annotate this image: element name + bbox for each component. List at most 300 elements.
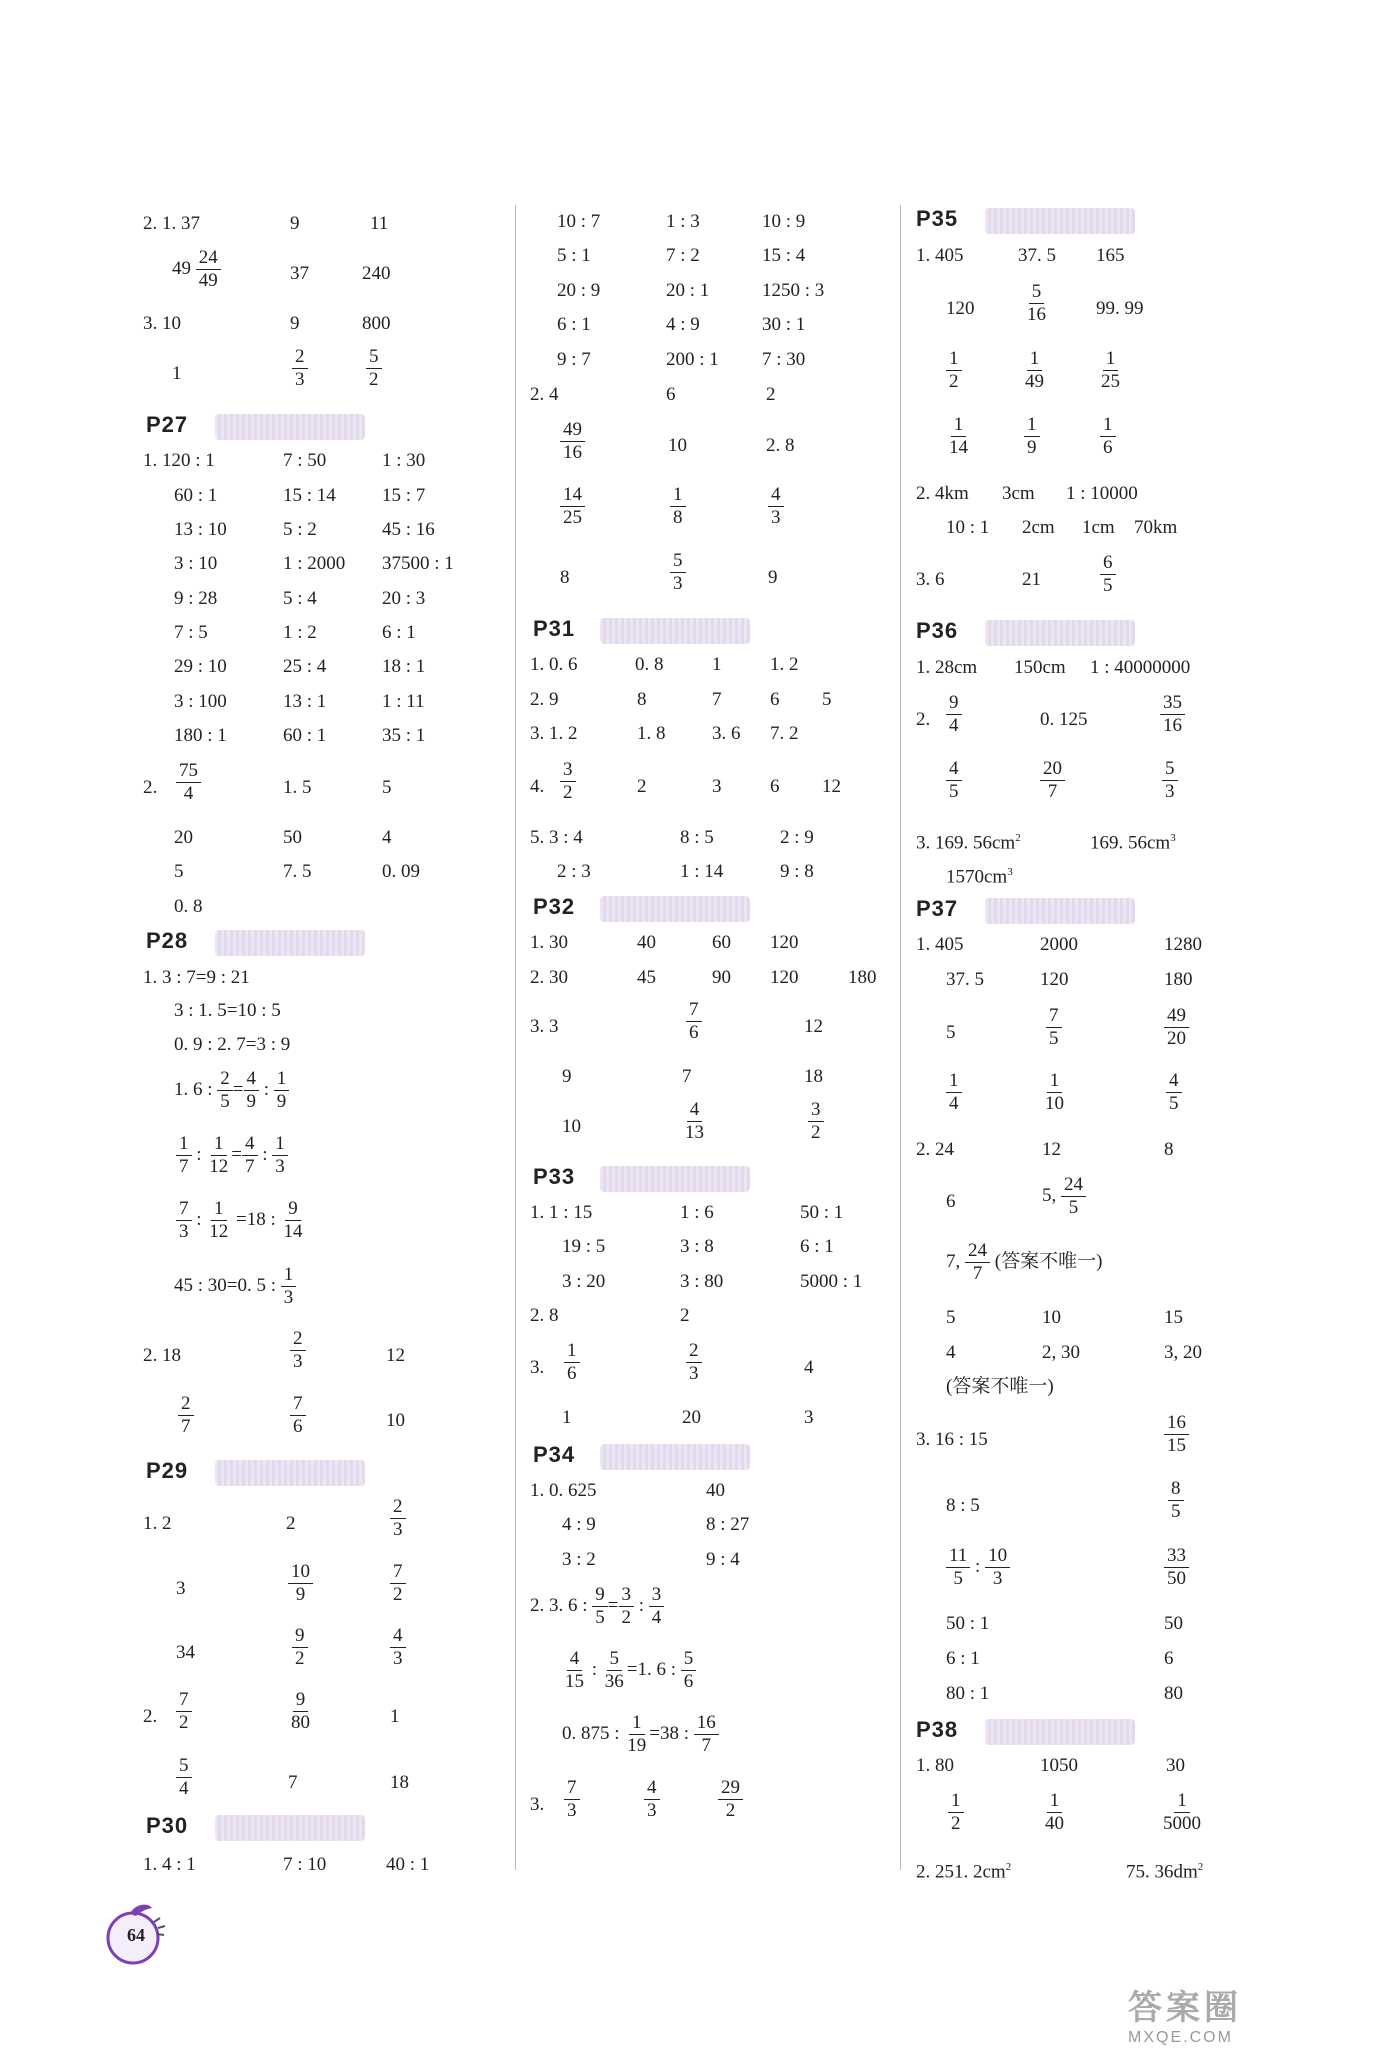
answer-value: 6 : 1 [382, 622, 416, 643]
answer-value: 1. 3 : 7=9 : 21 [143, 967, 250, 988]
answer-value: 1050 [1040, 1755, 1078, 1776]
answer-value: 9 : 4 [706, 1549, 740, 1570]
fraction: $\frac{5}{3}$ [670, 550, 686, 595]
answer-value: 45 [637, 967, 656, 988]
section-header-band [215, 414, 365, 440]
section-header-p34: P34 [533, 1442, 576, 1467]
answer-value: 1250 : 3 [762, 280, 825, 301]
fraction: $\frac{11}{5}$ [946, 1545, 970, 1590]
answer-value: 1 : 14 [680, 861, 724, 882]
answer-value: 1 : 2000 [283, 553, 346, 574]
answer-line [290, 1328, 306, 1373]
answer-value: 3 : 80 [680, 1271, 724, 1292]
answer-value: 3cm [1002, 483, 1035, 504]
answer-value: 3 : 100 [174, 691, 227, 712]
answer-value: 800 [362, 313, 391, 334]
fraction: $\frac{1}{14}$ [949, 414, 968, 458]
answer-value: 1. 4 : 1 [143, 1854, 196, 1875]
answer-value: 10 : 1 [946, 517, 990, 538]
fraction: $\frac{1}{3}$ [272, 1133, 288, 1178]
answer-value: 8 [637, 689, 647, 710]
proportion-line: $\frac{11}{5}$ : $\frac{10}{3}$ [946, 1545, 1010, 1590]
fraction: $\frac{3}{2}$ [808, 1099, 824, 1144]
answer-line [682, 1099, 707, 1144]
answer-value: 37 [290, 263, 309, 284]
answer-value: 5 [382, 777, 392, 798]
column-divider-1 [515, 205, 516, 1870]
answer-value: 6 [666, 384, 676, 405]
answer-line [366, 346, 382, 391]
fraction: $\frac{14}{25}$ [560, 484, 585, 529]
answer-value: 4 [946, 1342, 956, 1363]
answer-value: 10 [386, 1410, 405, 1431]
answer-value: 10 [668, 435, 687, 456]
answer-value: 2 : 9 [780, 827, 814, 848]
answer-value: 9 [290, 213, 300, 234]
answer-value: 7 [682, 1066, 692, 1087]
fraction: $\frac{16}{7}$ [694, 1712, 719, 1757]
answer-line [1162, 758, 1178, 803]
answer-value: 45 : 16 [382, 519, 435, 540]
answer-value: 3. 6 [712, 723, 741, 744]
answer-value: 2. 18 [143, 1345, 181, 1366]
answer-value: 1. 1 : 15 [530, 1202, 593, 1223]
answer-value: 60 : 1 [283, 725, 327, 746]
fraction: $\frac{5}{3}$ [1162, 758, 1178, 803]
watermark-site: MXQE.COM [1128, 2029, 1233, 2046]
answer-value: 5 [822, 689, 832, 710]
answer-value: 2 [286, 1513, 296, 1534]
section-header-band [600, 1444, 750, 1470]
answer-value: 9 : 7 [557, 349, 591, 370]
answer-value: 3 : 10 [174, 553, 218, 574]
answer-value: 10 [562, 1116, 581, 1137]
section-header-band [985, 1719, 1135, 1745]
section-header-band [215, 1460, 365, 1486]
answer-value: 1 : 10000 [1066, 483, 1138, 504]
fraction: $\frac{7}{6}$ [686, 999, 702, 1044]
answer-value: 1. 405 [916, 245, 964, 266]
answer-line [1098, 348, 1123, 393]
answer-value: 9 [768, 567, 778, 588]
answer-value: 6 [770, 776, 780, 797]
watermark [1128, 1980, 1348, 2046]
proportion-line: 0. 875 : $\frac{1}{19}$ =38 : $\frac{16}{7}$ [562, 1712, 719, 1757]
fraction: $\frac{1}{49}$ [1025, 348, 1044, 392]
answer-value: 9 [290, 313, 300, 334]
answer-line [718, 1777, 743, 1822]
fraction: $\frac{9}{80}$ [291, 1689, 310, 1733]
answer-value: 120 [770, 967, 799, 988]
answer-value: 7 : 10 [283, 1854, 327, 1875]
answer-value: 6 : 1 [946, 1648, 980, 1669]
answer-value: 1. 0. 6 [530, 654, 578, 675]
answer-value: 1. 80 [916, 1755, 954, 1776]
answer-value: 75. $36dm^2$ [1126, 1861, 1204, 1883]
fraction: $\frac{4}{15}$ [565, 1648, 584, 1692]
answer-value: 12 [1042, 1139, 1061, 1160]
answer-value: 1 [562, 1407, 572, 1428]
answer-value: 120 [946, 298, 975, 319]
answer-value: (答案不唯一) [946, 1376, 1054, 1397]
fraction: $\frac{9}{2}$ [292, 1625, 308, 1670]
fraction: $\frac{9}{4}$ [946, 692, 962, 737]
answer-value: 7. 2 [770, 723, 799, 744]
answer-value: 3. 16 : 15 [916, 1429, 988, 1450]
fraction: $\frac{6}{5}$ [1100, 552, 1116, 597]
answer-value: 7 [712, 689, 722, 710]
answer-value: 5 [946, 1022, 956, 1043]
section-header-p37: P37 [916, 896, 959, 921]
fraction: $\frac{1}{9}$ [1024, 414, 1040, 459]
fraction: $\frac{4}{3}$ [768, 484, 784, 529]
answer-value: 120 [1040, 969, 1069, 990]
answer-value: 3 : 20 [562, 1271, 606, 1292]
answer-value: 5 [946, 1307, 956, 1328]
answer-value: 3. [530, 1357, 545, 1378]
section-header-p29: P29 [146, 1458, 189, 1483]
answer-value: 2 [637, 776, 647, 797]
answer-line: 3. 10 [143, 313, 181, 334]
fraction: $\frac{16}{15}$ [1164, 1412, 1189, 1457]
answer-value: 9 [562, 1066, 572, 1087]
answer-value: 20 : 3 [382, 588, 426, 609]
section-header-p38: P38 [916, 1717, 959, 1742]
fraction: $\frac{7}{5}$ [1046, 1005, 1062, 1050]
answer-line [808, 1099, 824, 1144]
answer-line [292, 1625, 308, 1670]
answer-value: 50 [283, 827, 302, 848]
answer-line [644, 1777, 660, 1822]
answer-line [946, 1070, 962, 1115]
fraction: $\frac{24}{7}$ [965, 1240, 990, 1285]
answer-line [176, 760, 201, 805]
answer-value: 1cm [1082, 517, 1115, 538]
proportion-line: $\frac{4}{15}$ : $\frac{5}{36}$ =1. 6 : $\frac{5}{6}$ [562, 1648, 696, 1693]
fraction: $\frac{1}{4}$ [946, 1070, 962, 1115]
section-header-p28: P28 [146, 928, 189, 953]
answer-value: 180 : 1 [174, 725, 227, 746]
answer-line [686, 999, 702, 1044]
fraction: $\frac{5}{6}$ [681, 1648, 697, 1693]
answer-value: 180 [848, 967, 877, 988]
answer-value: 50 : 1 [946, 1613, 990, 1634]
answer-value: 20 [682, 1407, 701, 1428]
fraction: $\frac{33}{50}$ [1164, 1545, 1189, 1590]
answer-line [670, 484, 686, 529]
answer-value: 5 [174, 861, 184, 882]
section-header-band [985, 620, 1135, 646]
answer-line [288, 1561, 313, 1606]
answer-value: 3. [530, 1794, 545, 1815]
answer-value: 15 : 14 [283, 485, 336, 506]
answer-value: 120 [770, 932, 799, 953]
section-header-band [215, 930, 365, 956]
answer-value: 4 : 9 [562, 1514, 596, 1535]
answer-value: 30 [1166, 1755, 1185, 1776]
answer-value: 18 : 1 [382, 656, 426, 677]
answer-value: 1280 [1164, 934, 1202, 955]
answer-value: 2 : 3 [557, 861, 591, 882]
answer-value: 2. 8 [766, 435, 795, 456]
fraction: $\frac{1}{40}$ [1045, 1790, 1064, 1834]
answer-line [1164, 1545, 1189, 1590]
answer-value: 21 [1022, 569, 1041, 590]
answer-value: 0. 125 [1040, 709, 1088, 730]
fraction: $\frac{2}{3}$ [292, 346, 308, 391]
answer-value: 0. 09 [382, 861, 420, 882]
fraction: $\frac{1}{6}$ [1100, 414, 1116, 459]
answer-value: 2 [680, 1305, 690, 1326]
fraction: $\frac{1}{7}$ [176, 1133, 192, 1178]
answer-value: 35 : 1 [382, 725, 426, 746]
answer-value: 37500 : 1 [382, 553, 454, 574]
answer-value: 1. 2 [770, 654, 799, 675]
answer-value: 10 [1042, 1307, 1061, 1328]
answer-value: 2. [143, 1706, 158, 1727]
answer-value: 5 : 1 [557, 245, 591, 266]
answer-value: 15 : 7 [382, 485, 426, 506]
fraction: $\frac{1}{25}$ [1101, 348, 1120, 392]
answer-value: 1. 2 [143, 1513, 172, 1534]
answer-line [1042, 1070, 1067, 1115]
fraction: $\frac{8}{5}$ [1168, 1478, 1184, 1523]
answer-value: 50 [1164, 1613, 1183, 1634]
answer-value: 80 : 1 [946, 1683, 990, 1704]
answer-value: 90 [712, 967, 731, 988]
answer-value: 3, 20 [1164, 1342, 1202, 1363]
fraction: $\frac{7}{3}$ [176, 1198, 192, 1243]
fraction: $\frac{49}{16}$ [560, 419, 585, 464]
fraction: $\frac{5}{16}$ [1027, 281, 1046, 325]
answer-value: 169. $56cm^3$ [1090, 832, 1176, 854]
answer-line [1022, 348, 1047, 393]
fraction: $\frac{24}{5}$ [1061, 1174, 1086, 1219]
answer-line: 49 $\frac{24}{49}$ [172, 247, 221, 292]
fraction: $\frac{5}{4}$ [176, 1755, 192, 1800]
fraction: $\frac{1}{12}$ [209, 1198, 229, 1242]
answer-value: 20 : 9 [557, 280, 601, 301]
answer-value: 18 [390, 1772, 409, 1793]
answer-value: 5 : 4 [283, 588, 317, 609]
answer-value: 6 [946, 1191, 956, 1212]
answer-value: 70km [1134, 517, 1178, 538]
answer-line [1168, 1478, 1184, 1523]
answer-line [390, 1496, 406, 1541]
answer-line [1046, 1005, 1062, 1050]
section-header-band [985, 898, 1135, 924]
answer-value: 19 : 5 [562, 1236, 606, 1257]
answer-value: 5 : 2 [283, 519, 317, 540]
answer-line [1164, 1412, 1189, 1457]
answer-value: 6 [770, 689, 780, 710]
fraction: $\frac{1}{2}$ [948, 1790, 964, 1835]
fraction: $\frac{2}{3}$ [290, 1328, 306, 1373]
answer-line: 7, $\frac{24}{7}$ (答案不唯一) [946, 1240, 1103, 1284]
answer-line [290, 1393, 306, 1438]
fraction: $\frac{7}{6}$ [290, 1393, 306, 1438]
answer-value: 5. 3 : 4 [530, 827, 583, 848]
fraction: $\frac{1}{9}$ [274, 1068, 290, 1113]
proportion-line: $\frac{7}{3}$ : $\frac{1}{12}$ =18 : $\frac{9}{14}$ [176, 1198, 306, 1243]
answer-value: 99. 99 [1096, 298, 1144, 319]
answer-value: 1 : 3 [666, 211, 700, 232]
fraction: $\frac{20}{7}$ [1040, 758, 1065, 803]
answer-line: 2. [143, 777, 158, 798]
answer-value: 3 : 1. 5=10 : 5 [174, 1000, 281, 1021]
answer-value: 20 : 1 [666, 280, 710, 301]
answer-value: 4 [382, 827, 392, 848]
section-header-p31: P31 [533, 616, 576, 641]
answer-line [560, 759, 576, 804]
answer-line [670, 550, 686, 595]
answer-value: 2. 8 [530, 1305, 559, 1326]
column-divider-2 [900, 205, 901, 1870]
answer-value: 15 : 4 [762, 245, 806, 266]
answer-value: 6 [1164, 1648, 1174, 1669]
answer-line [564, 1777, 580, 1822]
answer-value: 3. 3 [530, 1016, 559, 1037]
fraction: $\frac{4}{9}$ [244, 1068, 260, 1113]
answer-value: 37. 5 [946, 969, 984, 990]
answer-value: 5000 : 1 [800, 1271, 863, 1292]
fraction: $\frac{2}{3}$ [686, 1340, 702, 1385]
fraction: $\frac{2}{7}$ [178, 1393, 194, 1438]
watermark-title: 答案圈 [1128, 1989, 1242, 2027]
fraction: $\frac{7}{2}$ [390, 1561, 406, 1606]
answer-value: 12 [804, 1016, 823, 1037]
answer-value: 20 [174, 827, 193, 848]
answer-line [1100, 552, 1116, 597]
answer-value: 2000 [1040, 934, 1078, 955]
fraction: $\frac{1}{19}$ [627, 1712, 647, 1756]
section-header-p35: P35 [916, 206, 959, 231]
fraction: $\frac{24}{49}$ [196, 247, 221, 292]
answer-value: 60 : 1 [174, 485, 218, 506]
answer-value: 2, 30 [1042, 1342, 1080, 1363]
section-header-p33: P33 [533, 1164, 576, 1189]
answer-value: 8 [560, 567, 570, 588]
answer-value: 13 : 1 [283, 691, 327, 712]
answer-value: 1 : 2 [283, 622, 317, 643]
answer-value: 50 : 1 [800, 1202, 844, 1223]
answer-value: 8 : 27 [706, 1514, 750, 1535]
answer-line [946, 692, 962, 737]
fraction: $\frac{1}{5000}$ [1163, 1790, 1201, 1834]
answer-value: 2cm [1022, 517, 1055, 538]
fraction: $\frac{4}{3}$ [390, 1625, 406, 1670]
answer-line [1024, 281, 1049, 326]
answer-line [946, 348, 962, 393]
fraction: $\frac{5}{2}$ [366, 346, 382, 391]
answer-value: 12 [822, 776, 841, 797]
proportion-line: 1. 6 : $\frac{2}{5}$ = $\frac{4}{9}$ : $\frac{1}{9}$ [174, 1068, 289, 1113]
answer-value: 40 : 1 [386, 1854, 430, 1875]
answer-line [1160, 1790, 1204, 1835]
answer-value: 40 [637, 932, 656, 953]
answer-line [390, 1561, 406, 1606]
fraction: $\frac{4}{5}$ [946, 758, 962, 803]
answer-value: 1. 28cm [916, 657, 978, 678]
answer-value: 2. 9 [530, 689, 559, 710]
fraction: $\frac{35}{16}$ [1160, 692, 1185, 737]
fraction: $\frac{75}{4}$ [176, 760, 201, 805]
section-header-band [600, 618, 750, 644]
answer-value: 1. 30 [530, 932, 568, 953]
answer-value: 30 : 1 [762, 314, 806, 335]
fraction: $\frac{2}{3}$ [390, 1496, 406, 1541]
fraction: $\frac{9}{5}$ [592, 1584, 608, 1629]
answer-value: 1 : 40000000 [1090, 657, 1191, 678]
section-header-band [600, 896, 750, 922]
answer-value: 150cm [1014, 657, 1066, 678]
answer-value: 6 : 1 [800, 1236, 834, 1257]
section-header-band [215, 1815, 365, 1841]
answer-value: 18 [804, 1066, 823, 1087]
answer-line [1164, 1005, 1189, 1050]
answer-value: 7 : 5 [174, 622, 208, 643]
fraction: $\frac{9}{14}$ [283, 1198, 303, 1242]
answer-value: 34 [176, 1642, 195, 1663]
answer-value: 2 [766, 384, 776, 405]
answer-line [686, 1340, 702, 1385]
answer-value: 0. 9 : 2. 7=3 : 9 [174, 1034, 291, 1055]
fraction: $\frac{1}{6}$ [564, 1340, 580, 1385]
answer-value: 7 : 50 [283, 450, 327, 471]
answer-value: 2. 4km [916, 483, 969, 504]
answer-value: 10 : 9 [762, 211, 806, 232]
fraction: $\frac{4}{5}$ [1166, 1070, 1182, 1115]
answer-line: 5, $\frac{24}{5}$ [1042, 1174, 1086, 1219]
answer-value: 9 : 28 [174, 588, 218, 609]
section-header-p36: P36 [916, 618, 959, 643]
answer-value: 3 [176, 1578, 186, 1599]
answer-value: 12 [386, 1345, 405, 1366]
answer-value: 13 : 10 [174, 519, 227, 540]
answer-value: 8 : 5 [946, 1495, 980, 1516]
fraction: $\frac{2}{5}$ [217, 1068, 233, 1113]
answer-value: 0. 8 [174, 896, 203, 917]
answer-line [1166, 1070, 1182, 1115]
answer-value: 80 [1164, 1683, 1183, 1704]
answer-value: 1 : 11 [382, 691, 425, 712]
fraction: $\frac{4}{13}$ [685, 1099, 704, 1143]
fraction: $\frac{4}{7}$ [242, 1133, 258, 1178]
answer-value: 9 : 8 [780, 861, 814, 882]
answer-value: 8 [1164, 1139, 1174, 1160]
fraction: $\frac{1}{8}$ [670, 484, 686, 529]
answer-value: 2. 251. $2cm^2$ [916, 1861, 1012, 1883]
fraction: $\frac{10}{9}$ [288, 1561, 313, 1606]
answer-line [1024, 414, 1040, 459]
answer-value: 1. 5 [283, 777, 312, 798]
answer-line [1042, 1790, 1067, 1835]
section-header-p27: P27 [146, 412, 189, 437]
answer-value: 7. 5 [283, 861, 312, 882]
answer-value: 3 [712, 776, 722, 797]
answer-value: 1. 0. 625 [530, 1480, 597, 1501]
answer-value: 0. 8 [635, 654, 664, 675]
answer-line [564, 1340, 580, 1385]
answer-line [390, 1625, 406, 1670]
answer-value: 1 : 6 [680, 1202, 714, 1223]
answer-value: 3. 1. 2 [530, 723, 578, 744]
answer-value: 1 [712, 654, 722, 675]
answer-value: 29 : 10 [174, 656, 227, 677]
answer-value: 7 : 30 [762, 349, 806, 370]
answer-line [560, 419, 585, 464]
answer-line [768, 484, 784, 529]
